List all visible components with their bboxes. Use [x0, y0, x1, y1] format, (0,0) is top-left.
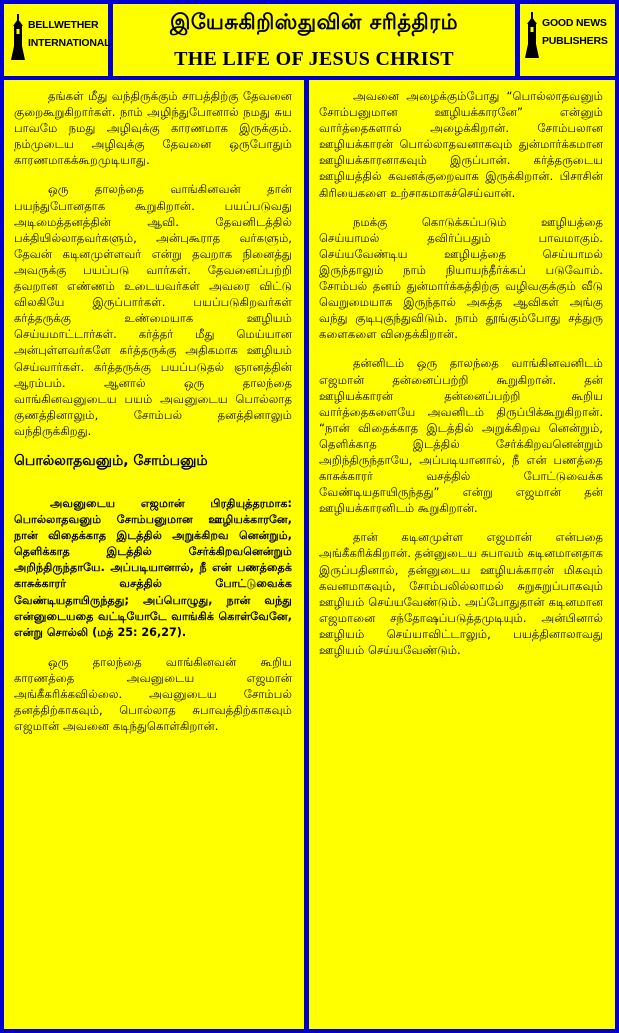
- right-logo-line2: PUBLISHERS: [542, 35, 608, 47]
- paragraph: நமக்கு கொடுக்கப்படும் ஊழியத்தை செய்யாமல் தவிர்ப்பதும் பாவமாகும். செய்யவேண்டிய ஊழியத்தை செய்யாமல் இருந்தாலும் நாம் நியாயந்தீர்க்கப் படுவோம். சோம்பல் தனம் துன்மார்க்கத்திற்கு வழிவகுக்கும் வீடு வெறுமையாக இருந்தால் அசுத்த ஆவிகள் அங்கு வந்து குடிபுகுந்துவிடும். நாம் தூங்கும்போது சத்துரு களைகளை விதைக்கிறான்.: [319, 214, 603, 342]
- paragraph: தான் கடினமுள்ள எஜமான் என்பதை அங்கீகரிக்கிறான். தன்னுடைய சுபாவம் கடினமானதாக இருப்பதினால், தன்னுடைய ஊழியக்காரன் மிகவும் கவனமாகவும், சோம்பலில்லாமல் சுறுசுறுப்பாகவும் ஊழியம் செய்யவேண்டும். அப்போதுதான் கடினமான எஜமானை சந்தோஷப்படுத்தமுடியும். அன்பினால் ஊழியம் செய்யாவிட்டாலும், பயத்தினாலாவது ஊழியம் செய்யவேண்டும்.: [319, 530, 603, 657]
- right-logo-line1: GOOD NEWS: [542, 17, 607, 29]
- left-logo-line1: BELLWETHER: [28, 19, 99, 31]
- page-title-tamil: இயேசுகிறிஸ்துவின் சரித்திரம்: [169, 10, 459, 34]
- publisher-logo-left: [4, 4, 111, 76]
- scripture-quote: அவனுடைய எஜமான் பிரதியுத்தரமாக: பொல்லாதவனும் சோம்பனுமான ஊழியக்காரனே, நான் விதைக்காத இடத்தில் அறுக்கிறவ னென்றும், தெளிக்காத இடத்தில் சேர்க்கிறவனென்றும் அறிந்திருந்தாயே. அப்படியானால், நீ என் பணத்தைக் காசுக்காரர் வசத்தில் போட்டுவைக்க வேண்டியதாயிருந்தது; அப்பொழுது, நான் வந்து என்னுடையதை வட்டியோடே வாங்கிக் கொள்வேனே, என்று சொல்லி (மத் 25: 26,27).: [14, 496, 292, 639]
- paragraph: ஒரு தாலந்தை வாங்கினவன் கூறிய காரணத்தை அவனுடைய எஜமான் அங்கீகரிக்கவில்லை. அவனுடைய சோம்பல் தனத்திற்காகவும், பொல்லாத சுபாவத்திற்காகவும் எஜமான் அவனை கடிந்துகொள்கிறான்.: [14, 654, 292, 734]
- left-logo-line2: INTERNATIONAL: [28, 37, 111, 49]
- good-news-logo: [524, 12, 608, 58]
- right-column: [309, 80, 615, 1029]
- paragraph: தங்கள் மீது வந்திருக்கும் சாபத்திற்கு தேவனை குறைகூறுகிறார்கள். நாம் அழிந்துபோனால் நமது சுய பாவமே நமது அழிவுக்கு காரணமாக இருக்கும். நம்முடைய அழிவுக்கு தேவனை ஒருபோதும் காரணமாகக்கூறமுடியாது.: [14, 89, 292, 168]
- bell-tower-icon: [10, 14, 26, 60]
- paragraph: தன்னிடம் ஒரு தாலந்தை வாங்கினவனிடம் எஜமான் தன்னைப்பற்றி கூறுகிறான். தன் ஊழியக்காரன் தன்னைப்பற்றி கூறிய வார்த்தைகளையே அவனிடம் திருப்பிக்கூறுகிறான். “நான் விதைக்காத இடத்தில் அறுக்கிறவ னென்றும், தெளிக்காத இடத்தில் சேர்க்கிறவனென்றும் அறிந்திருந்தாயே, அப்படியானால், நீ என் பணத்தை காசுக்காரர் வசத்தில் போட்டுவைக்க வேண்டியதாயிருந்தது” என்று எஜமான் தன் ஊழியக்காரனிடம் கூறுகிறான்.: [319, 356, 603, 516]
- publisher-logo-right: [520, 4, 615, 76]
- bell-tower-icon: [524, 12, 540, 58]
- paragraph: அவனை அழைக்கும்போது “பொல்லாதவனும் சோம்பனுமான ஊழியக்காரனே” என்னும் வார்த்தைகளால் அழைக்கிறான். சோம்பலான ஊழியக்காரன் பொல்லாதவனாகவும் துன்மார்க்கமான ஊழியக்காரனாகவும் இருப்பான். கர்த்தருடைய ஊழியத்தில் கவனக்குறைவாக இருக்கிறான். பிசாசின் கிரியைகளை உற்சாகமாகச்செய்வான்.: [319, 89, 603, 200]
- left-column: [4, 80, 304, 1029]
- title-banner: [113, 4, 515, 76]
- section-heading: பொல்லாதவனும், சோம்பனும்: [14, 452, 208, 469]
- bellwether-logo: [10, 14, 110, 60]
- paragraph: ஒரு தாலந்தை வாங்கினவன் தான் பயந்துபோனதாக கூறுகிறான். பயப்படுவது அடிமைத்தனத்தின் ஆவி. தேவனிடத்தில் பக்தியில்லாதவர்களும், அன்புகூராத வர்களும், தேவன் கடினமுள்ளவர் என்று தவறாக நினைத்து அவருக்கு பயப்படு வார்கள். தேவனைப்பற்றி தவறான எண்ணம் உடையவர்கள் அவரை விட்டு விலகியே இருப்பார்கள். பயப்படுகிறவர்கள் கர்த்தருக்கு உண்மையாக ஊழியம் செய்யமாட்டார்கள். கர்த்தர் மீது மெய்யான அன்புள்ளவர்களே கர்த்தருக்கு அதிகமாக ஊழியம் செய்வார்கள். கர்த்தருக்கு பயப்படுதல் ஞானத்தின் ஆரம்பம். ஆனால் ஒரு தாலந்தை வாங்கினவனுடைய பயம் அவனுடைய பொல்லாத குணத்தினாலும், சோம்பல் தனத்தினாலும் வந்திருக்கிறது.: [14, 182, 292, 438]
- page-title-english: THE LIFE OF JESUS CHRIST: [174, 48, 454, 70]
